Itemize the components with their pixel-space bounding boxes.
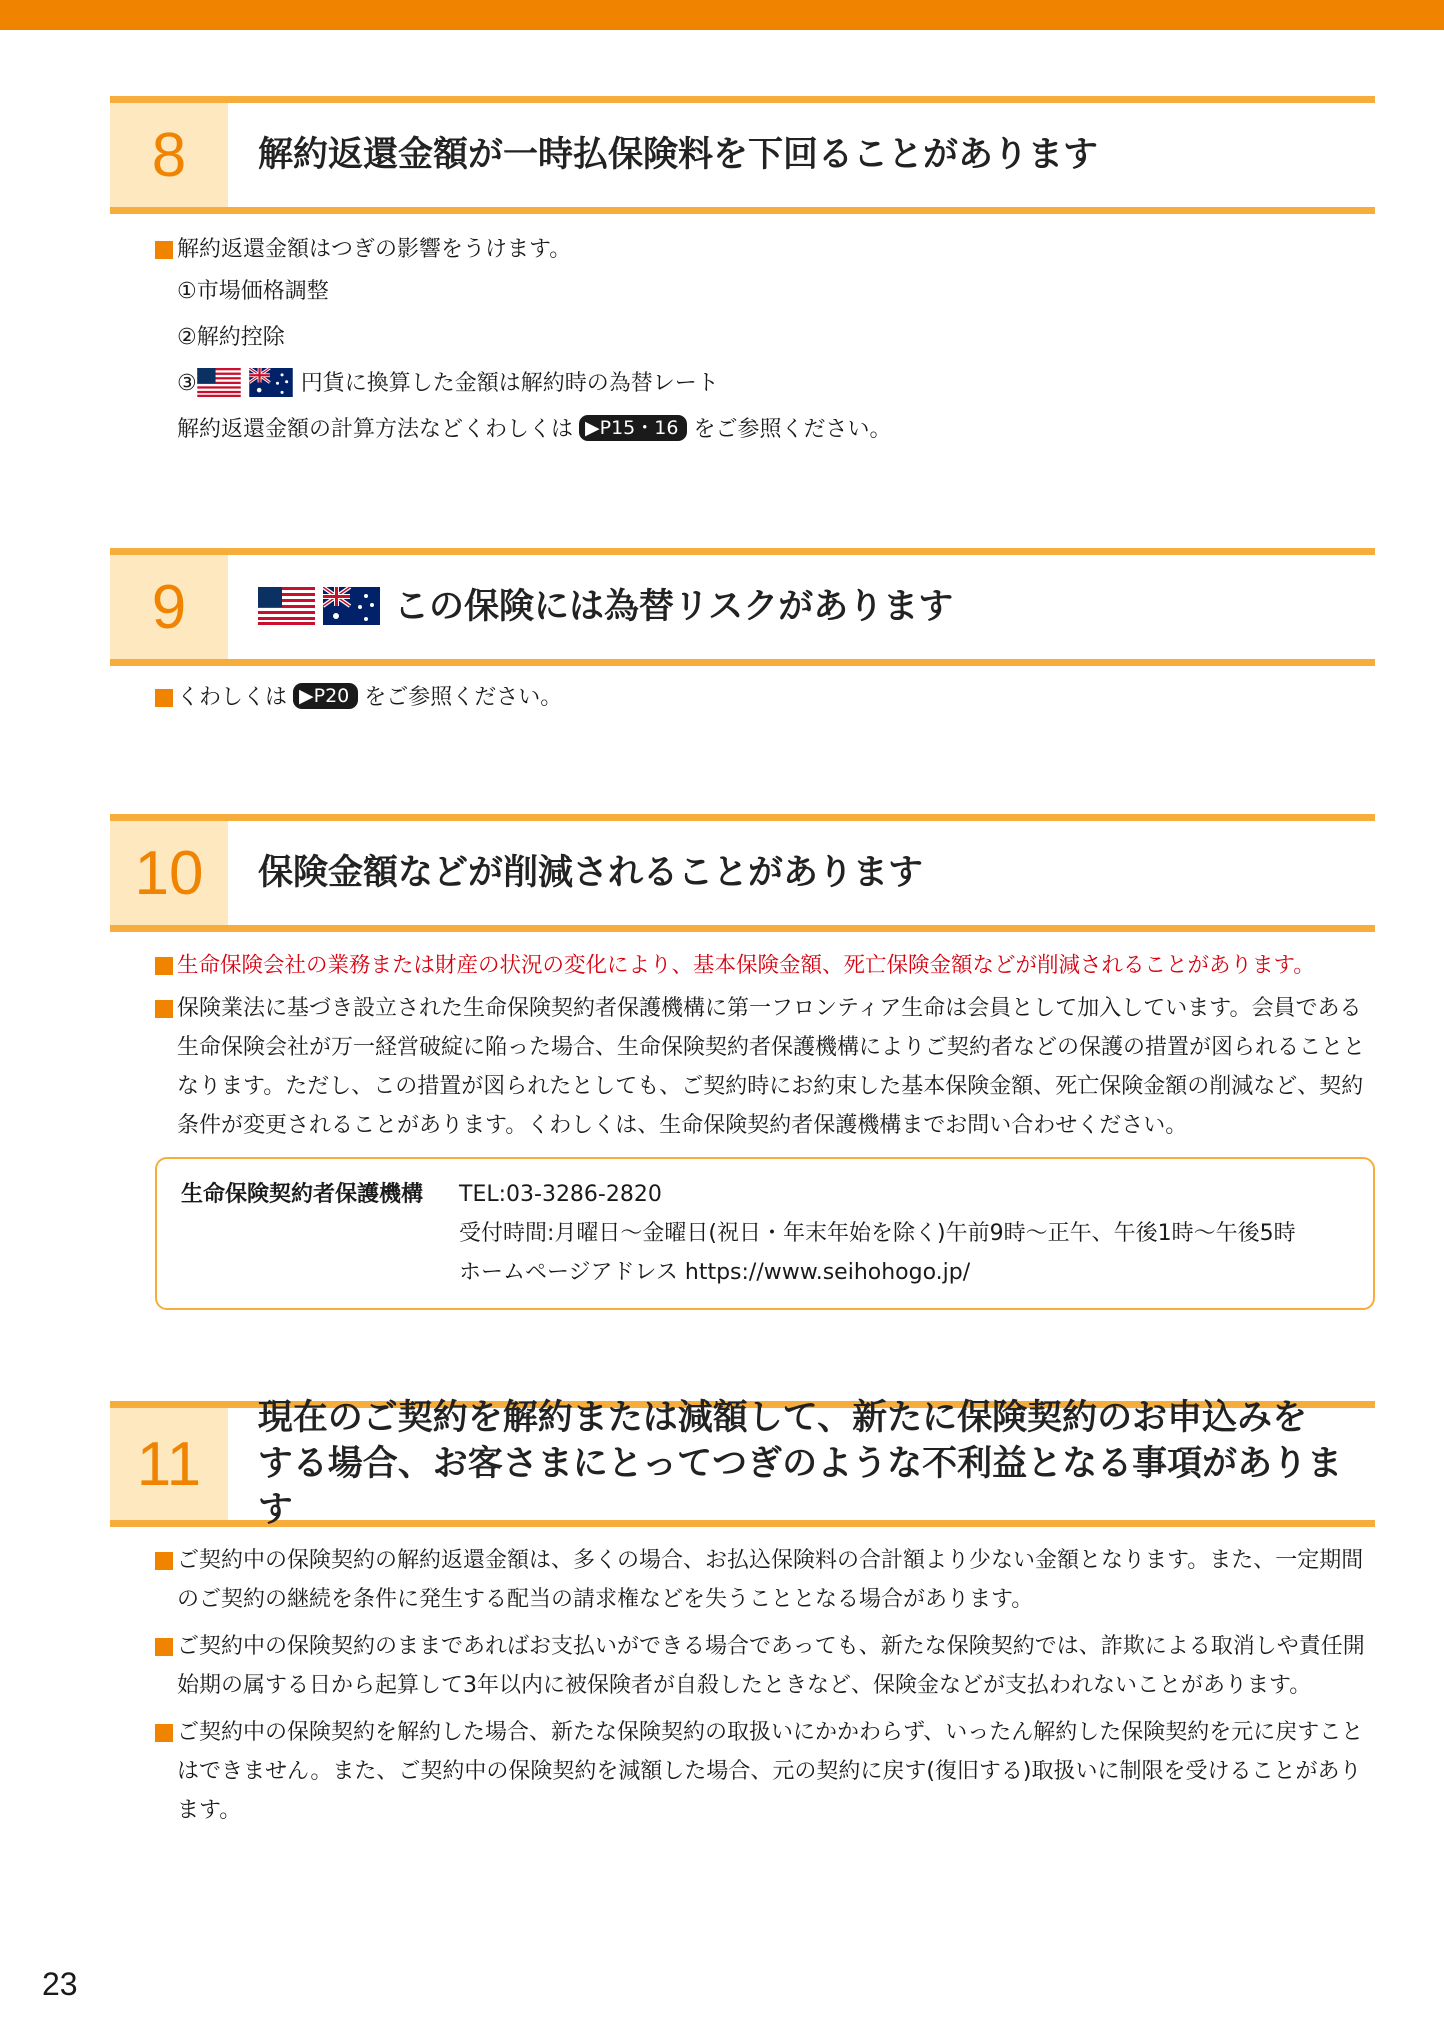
- item-prefix: ③: [177, 371, 197, 396]
- australia-flag-icon: [249, 368, 293, 397]
- reference-label: P15・16: [599, 417, 679, 439]
- bullet-item: ご契約中の保険契約のままであればお支払いができる場合であっても、新たな保険契約では、詐欺による取消しや責任開始期の属する日から起算して3年以内に被保険者が自殺したときなど、保険金などが支払われないことがあります。: [155, 1627, 1375, 1705]
- organization-name: 生命保険契約者保護機構: [181, 1182, 424, 1207]
- us-flag-icon: [258, 587, 315, 625]
- title-line: する場合、お客さまにとってつぎのような不利益となる事項があります: [257, 1444, 1343, 1530]
- section-number: 8: [110, 103, 228, 207]
- page-reference-link[interactable]: [293, 683, 358, 709]
- section-10: [110, 814, 1375, 1310]
- section-number: 10: [110, 821, 228, 925]
- contact-info-box: [155, 1157, 1375, 1310]
- section-9: [110, 548, 1375, 717]
- title-line: 現在のご契約を解約または減額して、新たに保険契約のお申込みを: [257, 1398, 1308, 1438]
- note-text: をご参照ください。: [693, 417, 892, 442]
- section-title: 解約返還金額が一時払保険料を下回ることがあります: [258, 135, 1099, 175]
- section-8: [110, 96, 1375, 453]
- us-flag-icon: [197, 368, 241, 397]
- reference-note: [177, 407, 1375, 453]
- reference-note: [155, 678, 1375, 717]
- bullet-item: ご契約中の保険契約の解約返還金額は、多くの場合、お払込保険料の合計額より少ない金額となります。また、一定期間のご契約の継続を条件に発生する配当の請求権などを失うこととなる場合があります。: [155, 1541, 1375, 1619]
- phone-number: TEL:03-3286-2820: [459, 1182, 662, 1207]
- page-reference-link[interactable]: [579, 415, 687, 441]
- section-title-text: この保険には為替リスクがあります: [394, 587, 954, 627]
- section-title: 保険金額などが削減されることがあります: [258, 853, 924, 893]
- section-number: 9: [110, 555, 228, 659]
- warning-bullet: 生命保険会社の業務または財産の状況の変化により、基本保険金額、死亡保険金額などが削減されることがあります。: [155, 946, 1375, 985]
- list-item: ①市場価格調整: [177, 279, 329, 304]
- bullet-item: ご契約中の保険契約を解約した場合、新たな保険契約の取扱いにかかわらず、いったん解約した保険契約を元に戻すことはできません。また、ご契約中の保険契約を減額した場合、元の契約に戻す(復旧する)取扱いに制限を受けることがあります。: [155, 1713, 1375, 1830]
- section-title: [228, 584, 953, 630]
- reference-label: P20: [313, 685, 350, 707]
- arrow-right-icon: ▶: [299, 685, 314, 707]
- business-hours: 受付時間:月曜日～金曜日(祝日・年末年始を除く)午前9時～正午、午後1時～午後5時: [459, 1221, 1296, 1246]
- list-item: [177, 361, 1375, 407]
- top-accent-bar: [0, 0, 1444, 30]
- section-11: [110, 1398, 1375, 1830]
- bullet-item: 解約返還金額はつぎの影響をうけます。: [155, 230, 1375, 269]
- section-header: [110, 814, 1375, 932]
- note-text: をご参照ください。: [364, 685, 563, 710]
- australia-flag-icon: [323, 587, 380, 625]
- arrow-right-icon: ▶: [585, 417, 600, 439]
- section-title: [228, 1395, 1375, 1533]
- note-text: くわしくは: [177, 685, 288, 710]
- list-item: ②解約控除: [177, 325, 285, 350]
- section-header: [110, 548, 1375, 666]
- item-text: 円貨に換算した金額は解約時の為替レート: [300, 371, 719, 396]
- website-address[interactable]: ホームページアドレス https://www.seihohogo.jp/: [459, 1260, 971, 1285]
- bullet-item: 保険業法に基づき設立された生命保険契約者保護機構に第一フロンティア生命は会員として加入しています。会員である生命保険会社が万一経営破綻に陥った場合、生命保険契約者保護機構によりご契約者などの保護の措置が図られることとなります。ただし、この措置が図られたとしても、ご契約時にお約束した基本保険金額、死亡保険金額の削減など、契約条件が変更されることがあります。くわしくは、生命保険契約者保護機構までお問い合わせください。: [155, 989, 1375, 1145]
- section-header: [110, 1398, 1375, 1530]
- section-number: 11: [110, 1408, 228, 1520]
- page-number: 23: [42, 1966, 78, 2002]
- section-header: [110, 96, 1375, 214]
- note-text: 解約返還金額の計算方法などくわしくは: [177, 417, 574, 442]
